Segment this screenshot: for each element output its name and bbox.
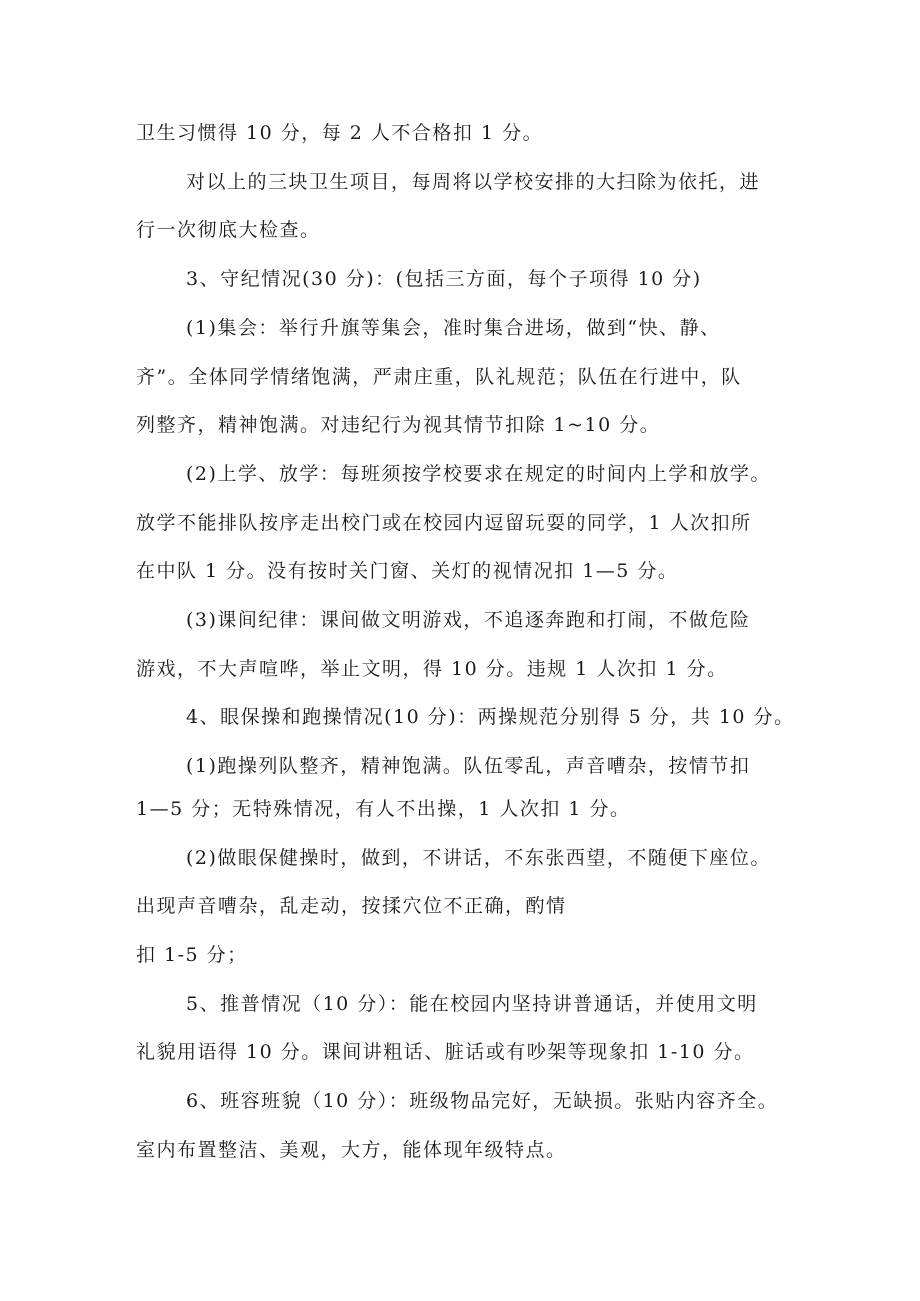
section-heading: 3、守纪情况(30 分)：(包括三方面，每个子项得 10 分) xyxy=(186,268,702,290)
text-line: 行一次彻底大检查。 xyxy=(136,219,321,241)
text-line: 1—5 分；无特殊情况，有人不出操，1 人次扣 1 分。 xyxy=(136,798,631,820)
text-line: 室内布置整洁、美观，大方，能体现年级特点。 xyxy=(136,1139,567,1161)
text-line: 列整齐，精神饱满。对违纪行为视其情节扣除 1~10 分。 xyxy=(136,414,661,436)
text-line: 卫生习惯得 10 分，每 2 人不合格扣 1 分。 xyxy=(136,122,544,144)
text-line: 游戏，不大声喧哗，举止文明，得 10 分。违规 1 人次扣 1 分。 xyxy=(136,658,728,680)
text-line: 齐”。全体同学情绪饱满，严肃庄重，队礼规范；队伍在行进中，队 xyxy=(136,366,742,388)
text-line: (2)上学、放学：每班须按学校要求在规定的时间内上学和放学。 xyxy=(186,463,771,485)
text-line: 扣 1-5 分； xyxy=(136,944,248,966)
text-line: (2)做眼保健操时，做到，不讲话，不东张西望，不随便下座位。 xyxy=(186,847,771,869)
text-line: 出现声音嘈杂，乱走动，按揉穴位不正确，酌情 xyxy=(136,895,567,917)
text-line: (1)集会：举行升旗等集会，准时集合进场，做到“快、静、 xyxy=(186,317,721,339)
text-line: 礼貌用语得 10 分。课间讲粗话、脏话或有吵架等现象扣 1-10 分。 xyxy=(136,1041,755,1063)
text-line: (3)课间纪律：课间做文明游戏，不追逐奔跑和打闹，不做危险 xyxy=(186,609,751,631)
section-heading: 6、班容班貌（10 分）：班级物品完好，无缺损。张贴内容齐全。 xyxy=(186,1090,779,1112)
text-line: 放学不能排队按序走出校门或在校园内逗留玩耍的同学，1 人次扣所 xyxy=(136,512,752,534)
section-heading: 5、推普情况（10 分）：能在校园内坚持讲普通话，并使用文明 xyxy=(186,993,758,1015)
text-line: (1)跑操列队整齐，精神饱满。队伍零乱，声音嘈杂，按情节扣 xyxy=(186,755,751,777)
text-line: 在中队 1 分。没有按时关门窗、关灯的视情况扣 1—5 分。 xyxy=(136,560,679,582)
section-heading: 4、眼保操和跑操情况(10 分)：两操规范分别得 5 分，共 10 分。 xyxy=(186,706,795,728)
text-line: 对以上的三块卫生项目，每周将以学校安排的大扫除为依托，进 xyxy=(186,171,761,193)
